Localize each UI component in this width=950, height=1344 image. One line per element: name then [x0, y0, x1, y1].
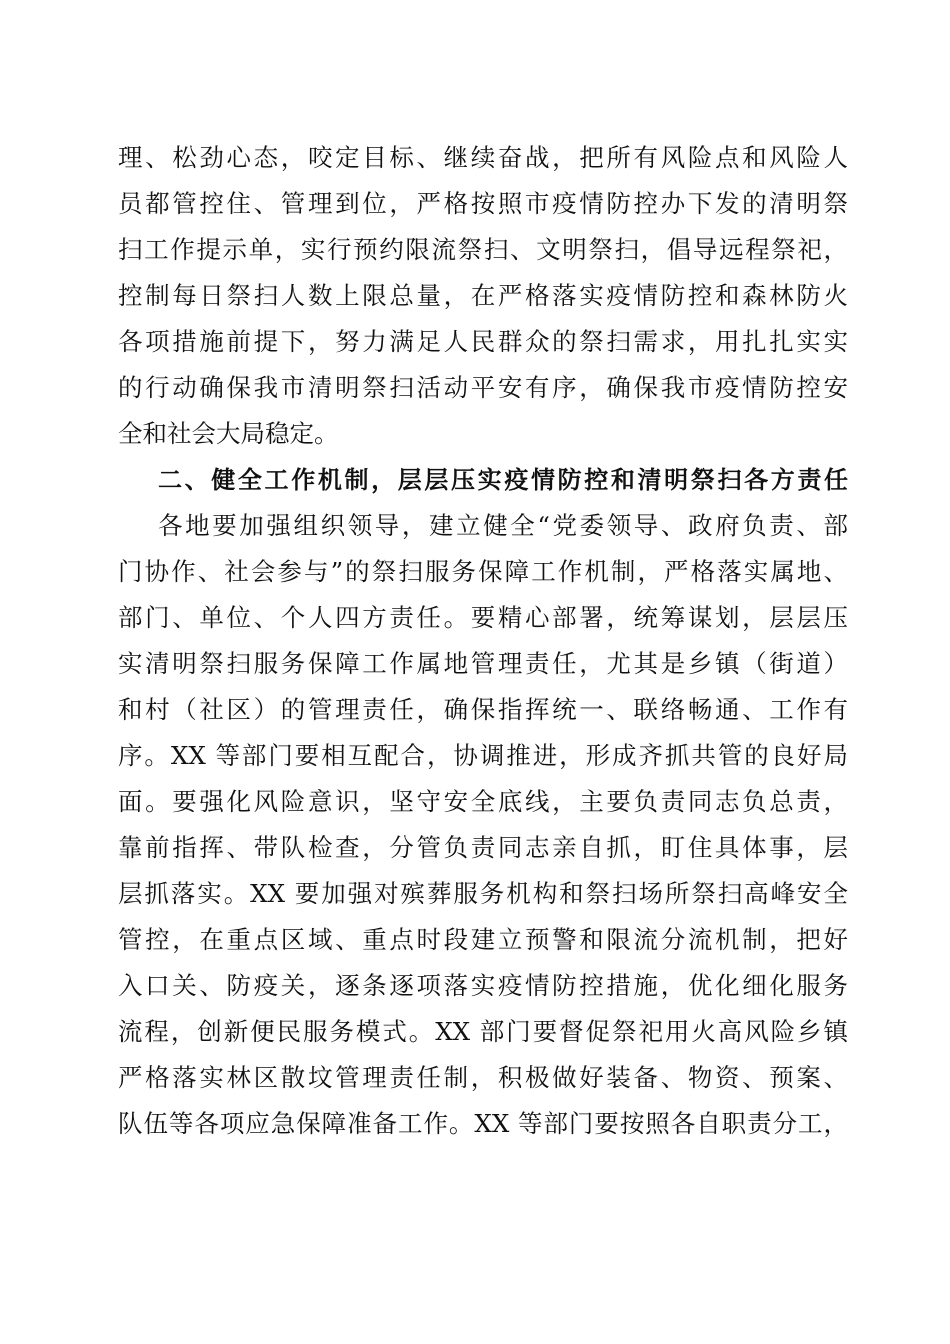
- text-line: 严格落实林区散坟管理责任制，积极做好装备、物资、预案、: [118, 1063, 848, 1092]
- text-line: 序。XX 等部门要相互配合，协调推进，形成齐抓共管的良好局: [118, 741, 848, 770]
- text-line: 层抓落实。XX 要加强对殡葬服务机构和祭扫场所祭扫高峰安全: [118, 879, 848, 908]
- text-line: 各项措施前提下，努力满足人民群众的祭扫需求，用扎扎实实: [118, 327, 848, 356]
- text-line: 全和社会大局稳定。: [118, 419, 339, 448]
- text-line: 管控，在重点区域、重点时段建立预警和限流分流机制，把好: [118, 925, 848, 954]
- text-line: 理、松劲心态，咬定目标、继续奋战，把所有风险点和风险人: [118, 143, 848, 172]
- text-line: 控制每日祭扫人数上限总量，在严格落实疫情防控和森林防火: [118, 281, 848, 310]
- text-line: 的行动确保我市清明祭扫活动平安有序，确保我市疫情防控安: [118, 373, 848, 402]
- text-line: 靠前指挥、带队检查，分管负责同志亲自抓，盯住具体事，层: [118, 833, 848, 862]
- text-line: 流程，创新便民服务模式。XX 部门要督促祭祀用火高风险乡镇: [118, 1017, 848, 1046]
- text-line: 扫工作提示单，实行预约限流祭扫、文明祭扫，倡导远程祭祀，: [118, 235, 848, 264]
- text-line: 和村（社区）的管理责任，确保指挥统一、联络畅通、工作有: [118, 695, 848, 724]
- text-line: 实清明祭扫服务保障工作属地管理责任，尤其是乡镇（街道）: [118, 649, 848, 678]
- text-line: 各地要加强组织领导，建立健全“党委领导、政府负责、部: [158, 511, 848, 540]
- section-heading: 二、健全工作机制，层层压实疫情防控和清明祭扫各方责任: [158, 466, 848, 494]
- text-line: 门协作、社会参与”的祭扫服务保障工作机制，严格落实属地、: [118, 557, 848, 586]
- text-line: 入口关、防疫关，逐条逐项落实疫情防控措施，优化细化服务: [118, 971, 848, 1000]
- text-line: 队伍等各项应急保障准备工作。XX 等部门要按照各自职责分工，: [118, 1109, 848, 1138]
- text-line: 部门、单位、个人四方责任。要精心部署，统筹谋划，层层压: [118, 603, 848, 632]
- text-line: 面。要强化风险意识，坚守安全底线，主要负责同志负总责，: [118, 787, 848, 816]
- text-line: 员都管控住、管理到位，严格按照市疫情防控办下发的清明祭: [118, 189, 848, 218]
